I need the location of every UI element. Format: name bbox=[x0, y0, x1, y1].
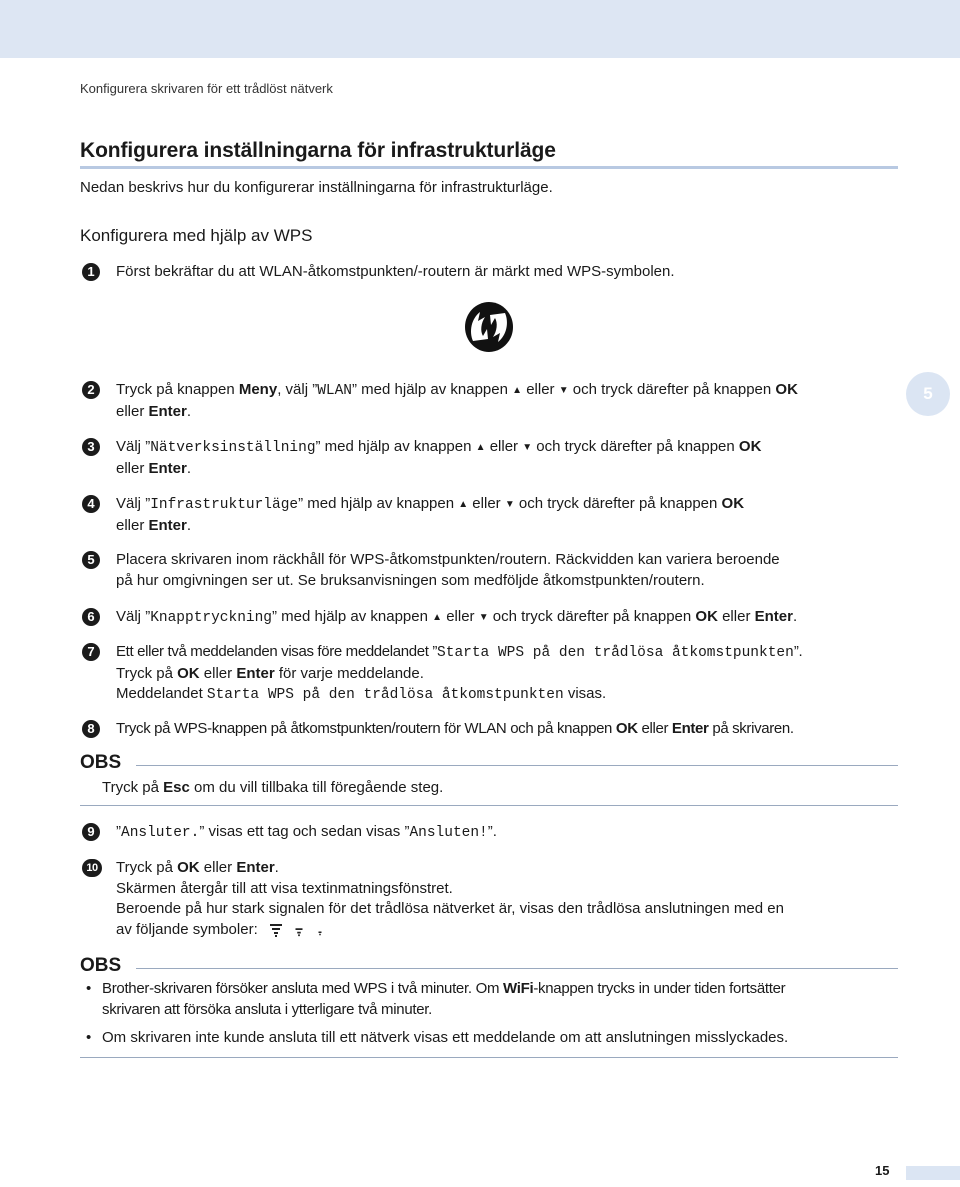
key-enter: Enter bbox=[148, 459, 187, 477]
display-message: Starta WPS på den trådlösa åtkomstpunkten bbox=[206, 687, 564, 703]
key-enter: Enter bbox=[754, 608, 793, 625]
subheading: Konfigurera med hjälp av WPS bbox=[80, 226, 313, 245]
step-9: 9 ”Ansluter.” visas ett tag och sedan visas ”Ansluten!”. bbox=[80, 822, 900, 844]
signal-weak-icon bbox=[314, 923, 326, 937]
key-ok: OK bbox=[177, 664, 200, 682]
key-ok: OK bbox=[721, 495, 745, 512]
obs-rule bbox=[136, 765, 898, 766]
display-message: Starta WPS på den trådlösa åtkomstpunkten bbox=[437, 645, 794, 661]
step-number: 7 bbox=[82, 643, 100, 661]
key-enter: Enter bbox=[148, 402, 187, 420]
key-enter: Enter bbox=[236, 859, 275, 876]
page-bar bbox=[906, 1166, 960, 1180]
menu-value: Infrastrukturläge bbox=[150, 497, 299, 513]
key-meny: Meny bbox=[238, 381, 278, 398]
menu-value: Knapptryckning bbox=[150, 610, 273, 626]
down-arrow-icon: ▼ bbox=[558, 385, 569, 396]
obs-end-rule bbox=[80, 805, 898, 806]
key-enter: Enter bbox=[671, 720, 709, 737]
step-2: 2 Tryck på knappen Meny, välj ”WLAN” med hjälp av knappen ▲ eller ▼ och tryck därefter på knappen OK eller Enter. bbox=[80, 380, 900, 422]
obs-label: OBS bbox=[80, 752, 122, 773]
step-number: 8 bbox=[82, 720, 100, 738]
step-number: 4 bbox=[82, 495, 100, 513]
step-5 bbox=[80, 550, 900, 591]
display-message: Ansluten! bbox=[409, 825, 488, 841]
step-text: på hur omgivningen ser ut. Se bruksanvisningen som medföljde åtkomstpunkten/routern. bbox=[116, 571, 705, 589]
step-3: 3 Välj ”Nätverksinställning” med hjälp av knappen ▲ eller ▼ och tryck därefter på knappen OK eller Enter. bbox=[80, 437, 900, 479]
obs-text: Tryck på Esc om du vill tillbaka till föregående steg. bbox=[102, 779, 444, 796]
key-ok: OK bbox=[177, 859, 200, 876]
step-text: av följande symboler: bbox=[116, 920, 258, 938]
obs-bullet: • Om skrivaren inte kunde ansluta till ett nätverk visas ett meddelande om att anslutningen misslyckades. bbox=[86, 1029, 789, 1046]
title-rule bbox=[80, 166, 898, 169]
step-number: 1 bbox=[82, 263, 100, 281]
step-10: 10 Tryck på OK eller Enter. Skärmen återgår till att visa textinmatningsfönstret. Beroende på hur stark signalen för det trådlösa nätverket är, visas den trådlösa anslutningen med en av följande symboler: bbox=[80, 858, 900, 943]
step-number: 5 bbox=[82, 551, 100, 569]
down-arrow-icon: ▼ bbox=[504, 499, 515, 510]
header-band bbox=[0, 0, 960, 58]
step-text: Skärmen återgår till att visa textinmatningsfönstret. bbox=[116, 879, 453, 897]
step-6: 6 Välj ”Knapptryckning” med hjälp av knappen ▲ eller ▼ och tryck därefter på knappen OK eller Enter. bbox=[80, 607, 900, 629]
key-esc: Esc bbox=[163, 779, 190, 796]
step-number: 9 bbox=[82, 823, 100, 841]
display-message: Ansluter. bbox=[121, 825, 200, 841]
key-ok: OK bbox=[775, 381, 798, 398]
obs-end-rule bbox=[80, 1057, 898, 1058]
step-text: Beroende på hur stark signalen för det trådlösa nätverket är, visas den trådlösa anslutningen med en bbox=[116, 900, 784, 917]
key-enter: Enter bbox=[148, 516, 187, 534]
up-arrow-icon: ▲ bbox=[512, 385, 523, 396]
key-enter: Enter bbox=[236, 664, 275, 682]
signal-medium-icon bbox=[292, 923, 306, 937]
key-ok: OK bbox=[615, 720, 638, 737]
menu-value: Nätverksinställning bbox=[150, 440, 316, 456]
signal-strong-icon bbox=[268, 923, 284, 937]
step-number: 2 bbox=[82, 381, 100, 399]
key-ok: OK bbox=[738, 438, 762, 455]
step-number: 10 bbox=[82, 859, 102, 877]
obs-bullet: • Brother-skrivaren försöker ansluta med WPS i två minuter. Om WiFi-knappen trycks in under tiden fortsätter skrivaren att försöka ansluta i ytterligare två minuter. bbox=[86, 980, 786, 1018]
up-arrow-icon: ▲ bbox=[475, 442, 486, 453]
step-text: Placera skrivaren inom räckhåll för WPS-åtkomstpunkten/routern. Räckvidden kan variera beroende bbox=[116, 551, 780, 568]
obs-rule bbox=[136, 968, 898, 969]
section-title: Konfigurera inställningarna för infrastrukturläge bbox=[80, 139, 556, 162]
intro-text: Nedan beskrivs hur du konfigurerar inställningarna för infrastrukturläge. bbox=[80, 179, 553, 196]
key-ok: OK bbox=[695, 608, 718, 625]
up-arrow-icon: ▲ bbox=[432, 612, 443, 623]
step-number: 3 bbox=[82, 438, 100, 456]
menu-value: WLAN bbox=[317, 383, 353, 399]
wps-symbol-icon bbox=[462, 299, 516, 355]
chapter-tab: 5 bbox=[906, 372, 950, 416]
key-wifi: WiFi bbox=[503, 980, 534, 997]
running-header: Konfigurera skrivaren för ett trådlöst nätverk bbox=[80, 81, 333, 96]
step-number: 6 bbox=[82, 608, 100, 626]
down-arrow-icon: ▼ bbox=[478, 612, 489, 623]
step-4: 4 Välj ”Infrastrukturläge” med hjälp av knappen ▲ eller ▼ och tryck därefter på knappen OK eller Enter. bbox=[80, 494, 900, 536]
step-8: 8 Tryck på WPS-knappen på åtkomstpunkten/routern för WLAN och på knappen OK eller Enter på skrivaren. bbox=[80, 719, 900, 740]
page-number: 15 bbox=[875, 1163, 890, 1178]
step-1 bbox=[80, 262, 900, 283]
obs-label: OBS bbox=[80, 955, 122, 976]
step-text: Först bekräftar du att WLAN-åtkomstpunkten/-routern är märkt med WPS-symbolen. bbox=[116, 263, 675, 280]
up-arrow-icon: ▲ bbox=[458, 499, 469, 510]
down-arrow-icon: ▼ bbox=[522, 442, 533, 453]
step-7: 7 Ett eller två meddelanden visas före meddelandet ”Starta WPS på den trådlösa åtkomstpunkten”. Tryck på OK eller Enter för varje meddelande. Meddelandet Starta WPS på den trådlösa åtkomstpunkten visas. bbox=[80, 642, 900, 706]
